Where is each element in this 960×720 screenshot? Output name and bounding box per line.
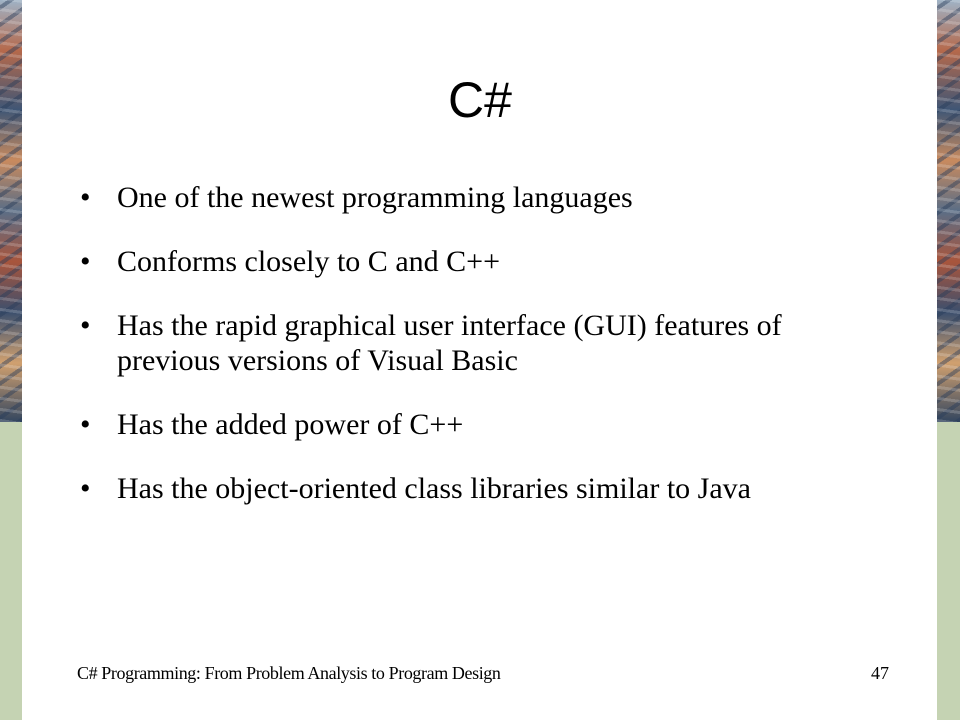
bullet-item bbox=[80, 180, 850, 215]
bullet-text: One of the newest programming languages bbox=[117, 181, 633, 214]
left-photo-strip bbox=[0, 0, 22, 422]
right-plain-strip bbox=[937, 422, 960, 720]
slide-title: C# bbox=[448, 72, 512, 128]
bullet-item bbox=[80, 407, 850, 442]
bullet-text: Has the object-oriented class libraries similar to Java bbox=[117, 472, 751, 505]
right-photo-strip bbox=[937, 0, 960, 422]
bullet-item bbox=[80, 244, 850, 279]
footer-page-number: 47 bbox=[871, 663, 889, 683]
bullet-marker: • bbox=[80, 472, 91, 505]
bullet-marker: • bbox=[80, 408, 91, 441]
bullet-text: Conforms closely to C and C++ bbox=[117, 245, 500, 278]
bullet-list bbox=[80, 180, 850, 535]
bullet-text: Has the rapid graphical user interface (GUI) features of previous versions of Visual Basic bbox=[117, 309, 782, 377]
left-plain-strip bbox=[0, 422, 22, 720]
bullet-marker: • bbox=[80, 245, 91, 278]
bullet-marker: • bbox=[80, 181, 91, 214]
bullet-text: Has the added power of C++ bbox=[117, 408, 464, 441]
bullet-marker: • bbox=[80, 309, 91, 342]
bullet-item bbox=[80, 308, 850, 378]
footer-course-title: C# Programming: From Problem Analysis to Program Design bbox=[77, 663, 501, 683]
bullet-item bbox=[80, 471, 850, 506]
